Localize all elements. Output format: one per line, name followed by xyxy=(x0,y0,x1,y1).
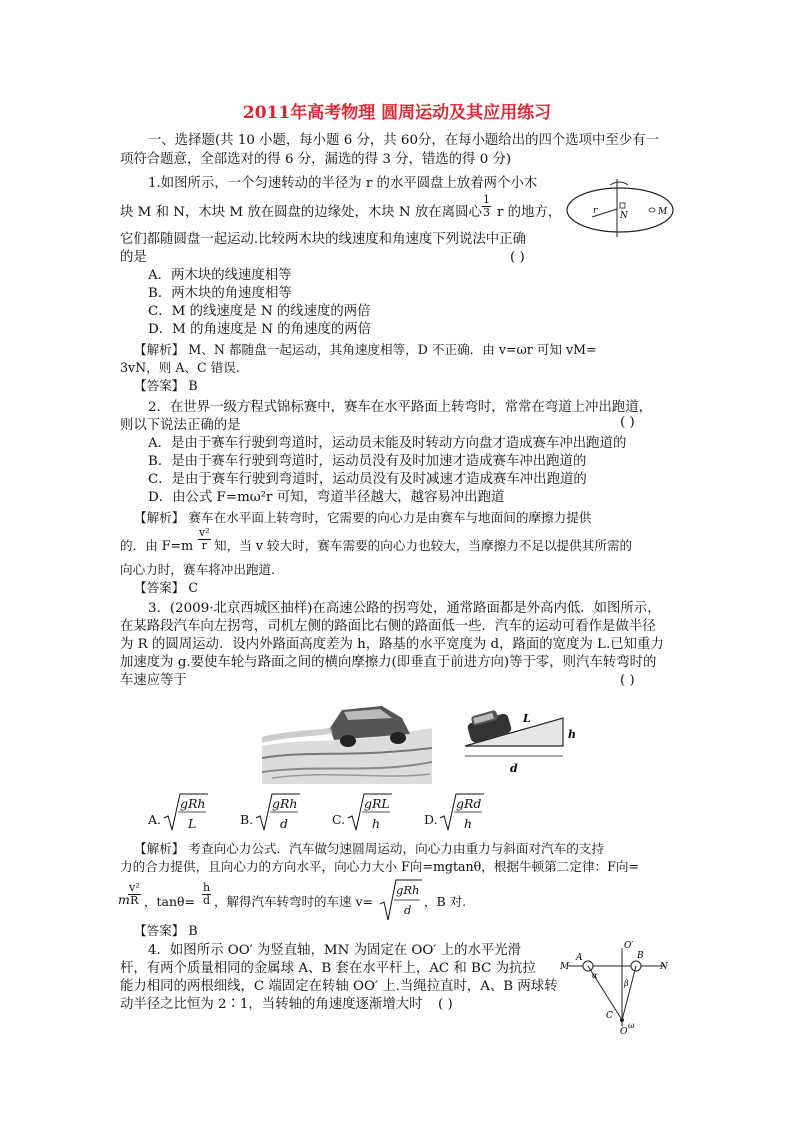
q3-f-frac1 xyxy=(128,882,141,907)
q2-answer: 【答案】 C xyxy=(134,580,199,595)
q3-option-b-num: gRh xyxy=(272,796,298,811)
q4-fig-label-n: N xyxy=(660,962,668,972)
q3-line-2: 在某路段汽车向左拐弯，司机左侧的路面比右侧的路面低一些．汽车的运动可看作是做半径 xyxy=(120,619,656,634)
q3-line-3: 为 R 的圆周运动．设内外路面高度差为 h，路基的水平宽度为 d，路面的宽度为 L.已知重力 xyxy=(120,637,664,652)
q1-line-4: 的是 xyxy=(120,250,147,265)
q3-option-a-den: L xyxy=(188,816,197,831)
q3-f3-den: d xyxy=(404,903,412,917)
intro-line-2: 项符合题意，全部选对的得 6 分，漏选的得 3 分，错选的得 0 分) xyxy=(120,152,512,167)
q2-bracket: ( ) xyxy=(620,415,635,430)
q3-option-d-num: gRd xyxy=(456,796,482,811)
q3-option-d-den: h xyxy=(464,816,473,831)
q2-frac-num: v² xyxy=(199,526,210,539)
q4-fig-label-beta: β xyxy=(624,979,629,988)
q3-fig-label-h: h xyxy=(568,728,576,741)
q1-option-c: C．M 的线速度是 N 的线速度的两倍 xyxy=(148,304,371,319)
q3-option-c-letter: C. xyxy=(332,812,346,827)
q3-option-a-num: gRh xyxy=(180,796,206,811)
q1-fig-label-n: N xyxy=(620,211,628,221)
q3-line-4: 加速度为 g.要使车轮与路面之间的横向摩擦力(即垂直于前进方向)等于零，则汽车转弯时的 xyxy=(120,655,657,670)
page-title: 2011年高考物理 圆周运动及其应用练习 xyxy=(242,103,552,123)
q2-analysis-2a: 的．由 F=m xyxy=(120,538,194,553)
q1-line-2: 块 M 和 N，木块 M 放在圆盘的边缘处，木块 N 放在离圆心 xyxy=(120,205,482,220)
q1-disk-figure xyxy=(560,175,680,245)
q4-fig-label-omega: ω xyxy=(628,1021,635,1030)
q1-line-3: 它们都随圆盘一起运动.比较两木块的线速度和角速度下列说法中正确 xyxy=(120,232,526,247)
q2-line-1: 2．在世界一级方程式锦标赛中，赛车在水平路面上转弯时，常常在弯道上冲出跑道， xyxy=(148,400,652,415)
q3-option-c-den: h xyxy=(372,816,381,831)
q1-line-2b: r 的地方， xyxy=(497,205,562,220)
q3-fig-label-d: d xyxy=(510,762,518,775)
q1-fraction xyxy=(482,194,491,219)
q1-fig-label-m: M xyxy=(658,207,668,217)
q3-f1-num: v² xyxy=(129,881,140,894)
q3-bracket: ( ) xyxy=(620,673,635,688)
q1-bracket: ( ) xyxy=(510,250,525,265)
q3-f-m: m xyxy=(118,892,130,907)
q4-fig-label-b: B xyxy=(637,951,644,961)
q3-option-a-letter: A. xyxy=(148,812,162,827)
q1-frac-den: 3 xyxy=(483,206,490,219)
q3-analysis-1: 【解析】 考查向心力公式．汽车做匀速圆周运动，向心力由重力与斜面对汽车的支持 xyxy=(134,841,604,856)
q3-line-1: 3．(2009·北京西城区抽样)在高速公路的拐弯处，通常路面都是外高内低．如图所示， xyxy=(148,601,661,616)
q3-fig-label-l: L xyxy=(523,712,531,725)
q3-f-post: ，B 对. xyxy=(424,894,467,909)
q2-option-a: A．是由于赛车行驶到弯道时，运动员未能及时转动方向盘才造成赛车冲出跑道的 xyxy=(148,436,627,451)
q1-option-a: A．两木块的线速度相等 xyxy=(148,268,292,283)
q3-f-frac2 xyxy=(202,882,211,907)
q2-option-b: B．是由于赛车行驶到弯道时，运动员没有及时加速才造成赛车冲出跑道的 xyxy=(148,454,587,469)
q3-slope-diagram xyxy=(455,700,580,780)
q3-analysis-2: 力的合力提供，且向心力的方向水平，向心力大小 F向=mgtanθ，根据牛顿第二定律：F向= xyxy=(120,859,640,874)
q4-line-3: 能力相同的两根细线，C 端固定在转轴 OO′ 上.当绳拉直时，A、B 两球转 xyxy=(120,979,558,994)
q4-fig-label-o: O xyxy=(620,1027,628,1034)
q3-option-b-letter: B. xyxy=(240,812,254,827)
q2-frac-den: r xyxy=(201,539,207,552)
intro-line-1: 一、选择题(共 10 小题，每小题 6 分，共 60分，在每小题给出的四个选项中至少有一 xyxy=(148,133,659,148)
q2-analysis-2b: 知，当 v 较大时，赛车需要的向心力也较大，当摩擦力不足以提供其所需的 xyxy=(214,538,633,553)
q3-road-photo xyxy=(262,688,432,784)
q1-frac-num: 1 xyxy=(483,193,490,206)
q1-answer: 【答案】 B xyxy=(134,378,198,393)
q3-f-mid: ，tanθ= xyxy=(144,894,196,909)
q3-f-mid2: ，解得汽车转弯时的车速 v= xyxy=(214,894,374,909)
q3-f2-den: d xyxy=(203,894,211,907)
q4-line-1: 4．如图所示 OO′ 为竖直轴，MN 为固定在 OO′ 上的水平光滑 xyxy=(148,943,522,958)
q1-analysis-2: 3vN，则 A、C 错误. xyxy=(120,360,240,375)
q4-rod-figure xyxy=(560,938,680,1034)
q4-line-2: 杆，有两个质量相同的金属球 A、B 套在水平杆上，AC 和 BC 为抗拉 xyxy=(120,961,536,976)
q1-fig-label-r: r xyxy=(593,206,598,216)
q2-line-2: 则以下说法正确的是 xyxy=(120,418,241,433)
q3-option-d-letter: D. xyxy=(424,812,438,827)
q2-fraction xyxy=(198,527,211,552)
q3-f1-den: R xyxy=(130,894,139,907)
q2-analysis-3: 向心力时，赛车将冲出跑道. xyxy=(120,562,276,577)
q4-fig-label-alpha: α xyxy=(592,971,598,980)
q4-line-4: 动半径之比恒为 2∶1，当转轴的角速度逐渐增大时 xyxy=(120,997,423,1012)
q4-bracket: ( ) xyxy=(438,997,453,1012)
q3-analysis-formula xyxy=(118,878,678,924)
q3-answer: 【答案】 B xyxy=(134,923,198,938)
q2-analysis-1: 【解析】 赛车在水平面上转弯时，它需要的向心力是由赛车与地面间的摩擦力提供 xyxy=(134,510,592,525)
q3-line-5: 车速应等于 xyxy=(120,673,187,688)
q1-analysis-1: 【解析】 M、N 都随盘一起运动，其角速度相等，D 不正确．由 v=ωr 可知 vM= xyxy=(134,342,597,357)
q3-f2-num: h xyxy=(203,881,211,894)
q1-line-1: 1.如图所示，一个匀速转动的半径为 r 的水平圆盘上放着两个小木 xyxy=(148,176,538,191)
q1-option-b: B．两木块的角速度相等 xyxy=(148,286,292,301)
q1-option-d: D．M 的角速度是 N 的角速度的两倍 xyxy=(148,322,372,337)
q4-fig-label-a: A xyxy=(576,953,583,963)
q4-fig-label-m: M xyxy=(560,962,570,972)
q4-fig-label-c: C xyxy=(606,1011,613,1021)
q3-option-b-den: d xyxy=(280,816,289,831)
q4-fig-label-o-prime: O′ xyxy=(624,941,634,951)
q3-option-c-num: gRL xyxy=(364,796,390,811)
q2-option-c: C．是由于赛车行驶到弯道时，运动员没有及时减速才造成赛车冲出跑道的 xyxy=(148,472,587,487)
q2-option-d: D．由公式 F=mω²r 可知，弯道半径越大，越容易冲出跑道 xyxy=(148,490,505,505)
q3-f3-num: gRh xyxy=(396,883,420,897)
